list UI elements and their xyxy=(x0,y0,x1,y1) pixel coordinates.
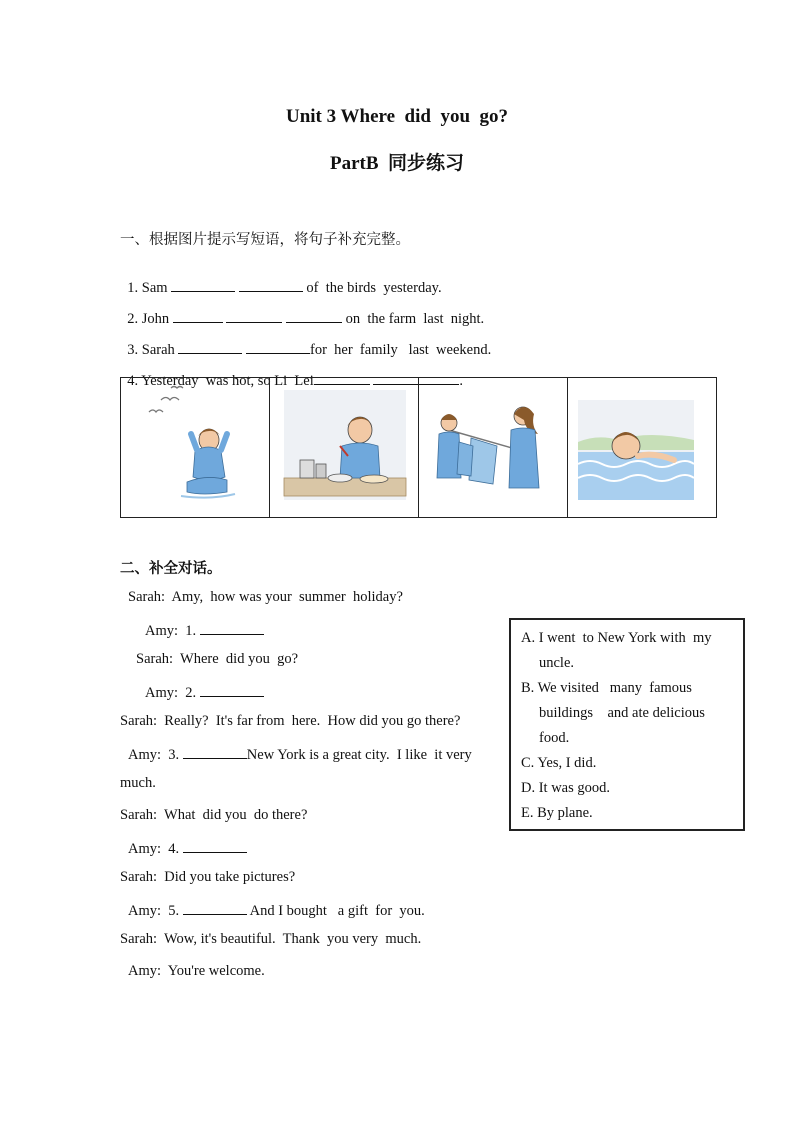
answer-3-post: New York is a great city. I like it very xyxy=(246,747,472,763)
section1-heading: 一、根据图片提示写短语，将句子补充完整。 xyxy=(120,232,410,248)
answer-4-blank[interactable] xyxy=(183,838,247,853)
q4-post: . xyxy=(459,373,463,389)
dialogue-line-12: Sarah: Wow, it's beautiful. Thank you very much. xyxy=(120,931,422,947)
answer-2-blank[interactable] xyxy=(200,682,264,697)
option-c: C. Yes, I did. xyxy=(521,755,597,771)
page-subtitle: PartB 同步练习 xyxy=(329,153,465,174)
q2-pre: 2. John xyxy=(127,311,173,327)
answer-3-blank[interactable] xyxy=(183,744,247,759)
cooking-food-picture xyxy=(270,378,419,517)
q2-post: on the farm last night. xyxy=(342,311,485,327)
q2-blank-2[interactable] xyxy=(226,308,282,323)
q3-pre: 3. Sarah xyxy=(127,342,179,358)
page-title: Unit 3 Where did you go? xyxy=(285,106,509,127)
q3-blank-2[interactable] xyxy=(246,339,310,354)
option-e: E. By plane. xyxy=(521,805,593,821)
q1-blank-1[interactable] xyxy=(171,277,235,292)
dialogue-line-9 xyxy=(128,838,247,858)
option-d: D. It was good. xyxy=(521,780,611,796)
q2-blank-3[interactable] xyxy=(286,308,342,323)
dialogue-line-7: much. xyxy=(120,775,156,791)
dialogue-line-11 xyxy=(128,900,425,920)
answer-5-post: And I bought a gift for you. xyxy=(246,903,425,919)
q2-blank-1[interactable] xyxy=(173,308,223,323)
q4-pre: 4. Yesterday was hot, so Li Lei xyxy=(127,373,314,389)
watching-birds-picture xyxy=(121,378,270,517)
answer-5-label: Amy: 5. xyxy=(128,903,183,919)
options-box xyxy=(509,618,745,831)
dialogue-line-10: Sarah: Did you take pictures? xyxy=(120,869,296,885)
option-a-cont: uncle. xyxy=(539,655,575,671)
dialogue-line-4 xyxy=(145,682,264,702)
dialogue-line-1: Sarah: Amy, how was your summer holiday? xyxy=(128,589,403,605)
dialogue-line-13: Amy: You're welcome. xyxy=(128,963,265,979)
washing-clothes-picture xyxy=(419,378,568,517)
dialogue-line-8: Sarah: What did you do there? xyxy=(120,807,308,823)
dialogue-line-2 xyxy=(145,620,264,640)
answer-5-blank[interactable] xyxy=(183,900,247,915)
option-b-cont-1: buildings and ate delicious xyxy=(539,705,705,721)
answer-1-blank[interactable] xyxy=(200,620,264,635)
picture-table xyxy=(120,377,717,518)
option-a: A. I went to New York with my xyxy=(521,630,712,646)
q1-blank-2[interactable] xyxy=(239,277,303,292)
section2-heading: 二、补全对话。 xyxy=(120,561,222,577)
q1-post: of the birds yesterday. xyxy=(302,280,442,296)
option-b-cont-2: food. xyxy=(539,730,570,746)
dialogue-line-6 xyxy=(128,744,472,764)
answer-3-label: Amy: 3. xyxy=(128,747,183,763)
option-b: B. We visited many famous xyxy=(521,680,692,696)
q1-pre: 1. Sam xyxy=(127,280,172,296)
answer-1-label: Amy: 1. xyxy=(145,623,200,639)
answer-2-label: Amy: 2. xyxy=(145,685,200,701)
dialogue-line-5: Sarah: Really? It's far from here. How did you go there? xyxy=(120,713,461,729)
dialogue-line-3: Sarah: Where did you go? xyxy=(136,651,299,667)
swimming-picture xyxy=(568,378,716,517)
answer-4-label: Amy: 4. xyxy=(128,841,183,857)
q3-post: for her family last weekend. xyxy=(310,342,492,358)
q3-blank-1[interactable] xyxy=(178,339,242,354)
